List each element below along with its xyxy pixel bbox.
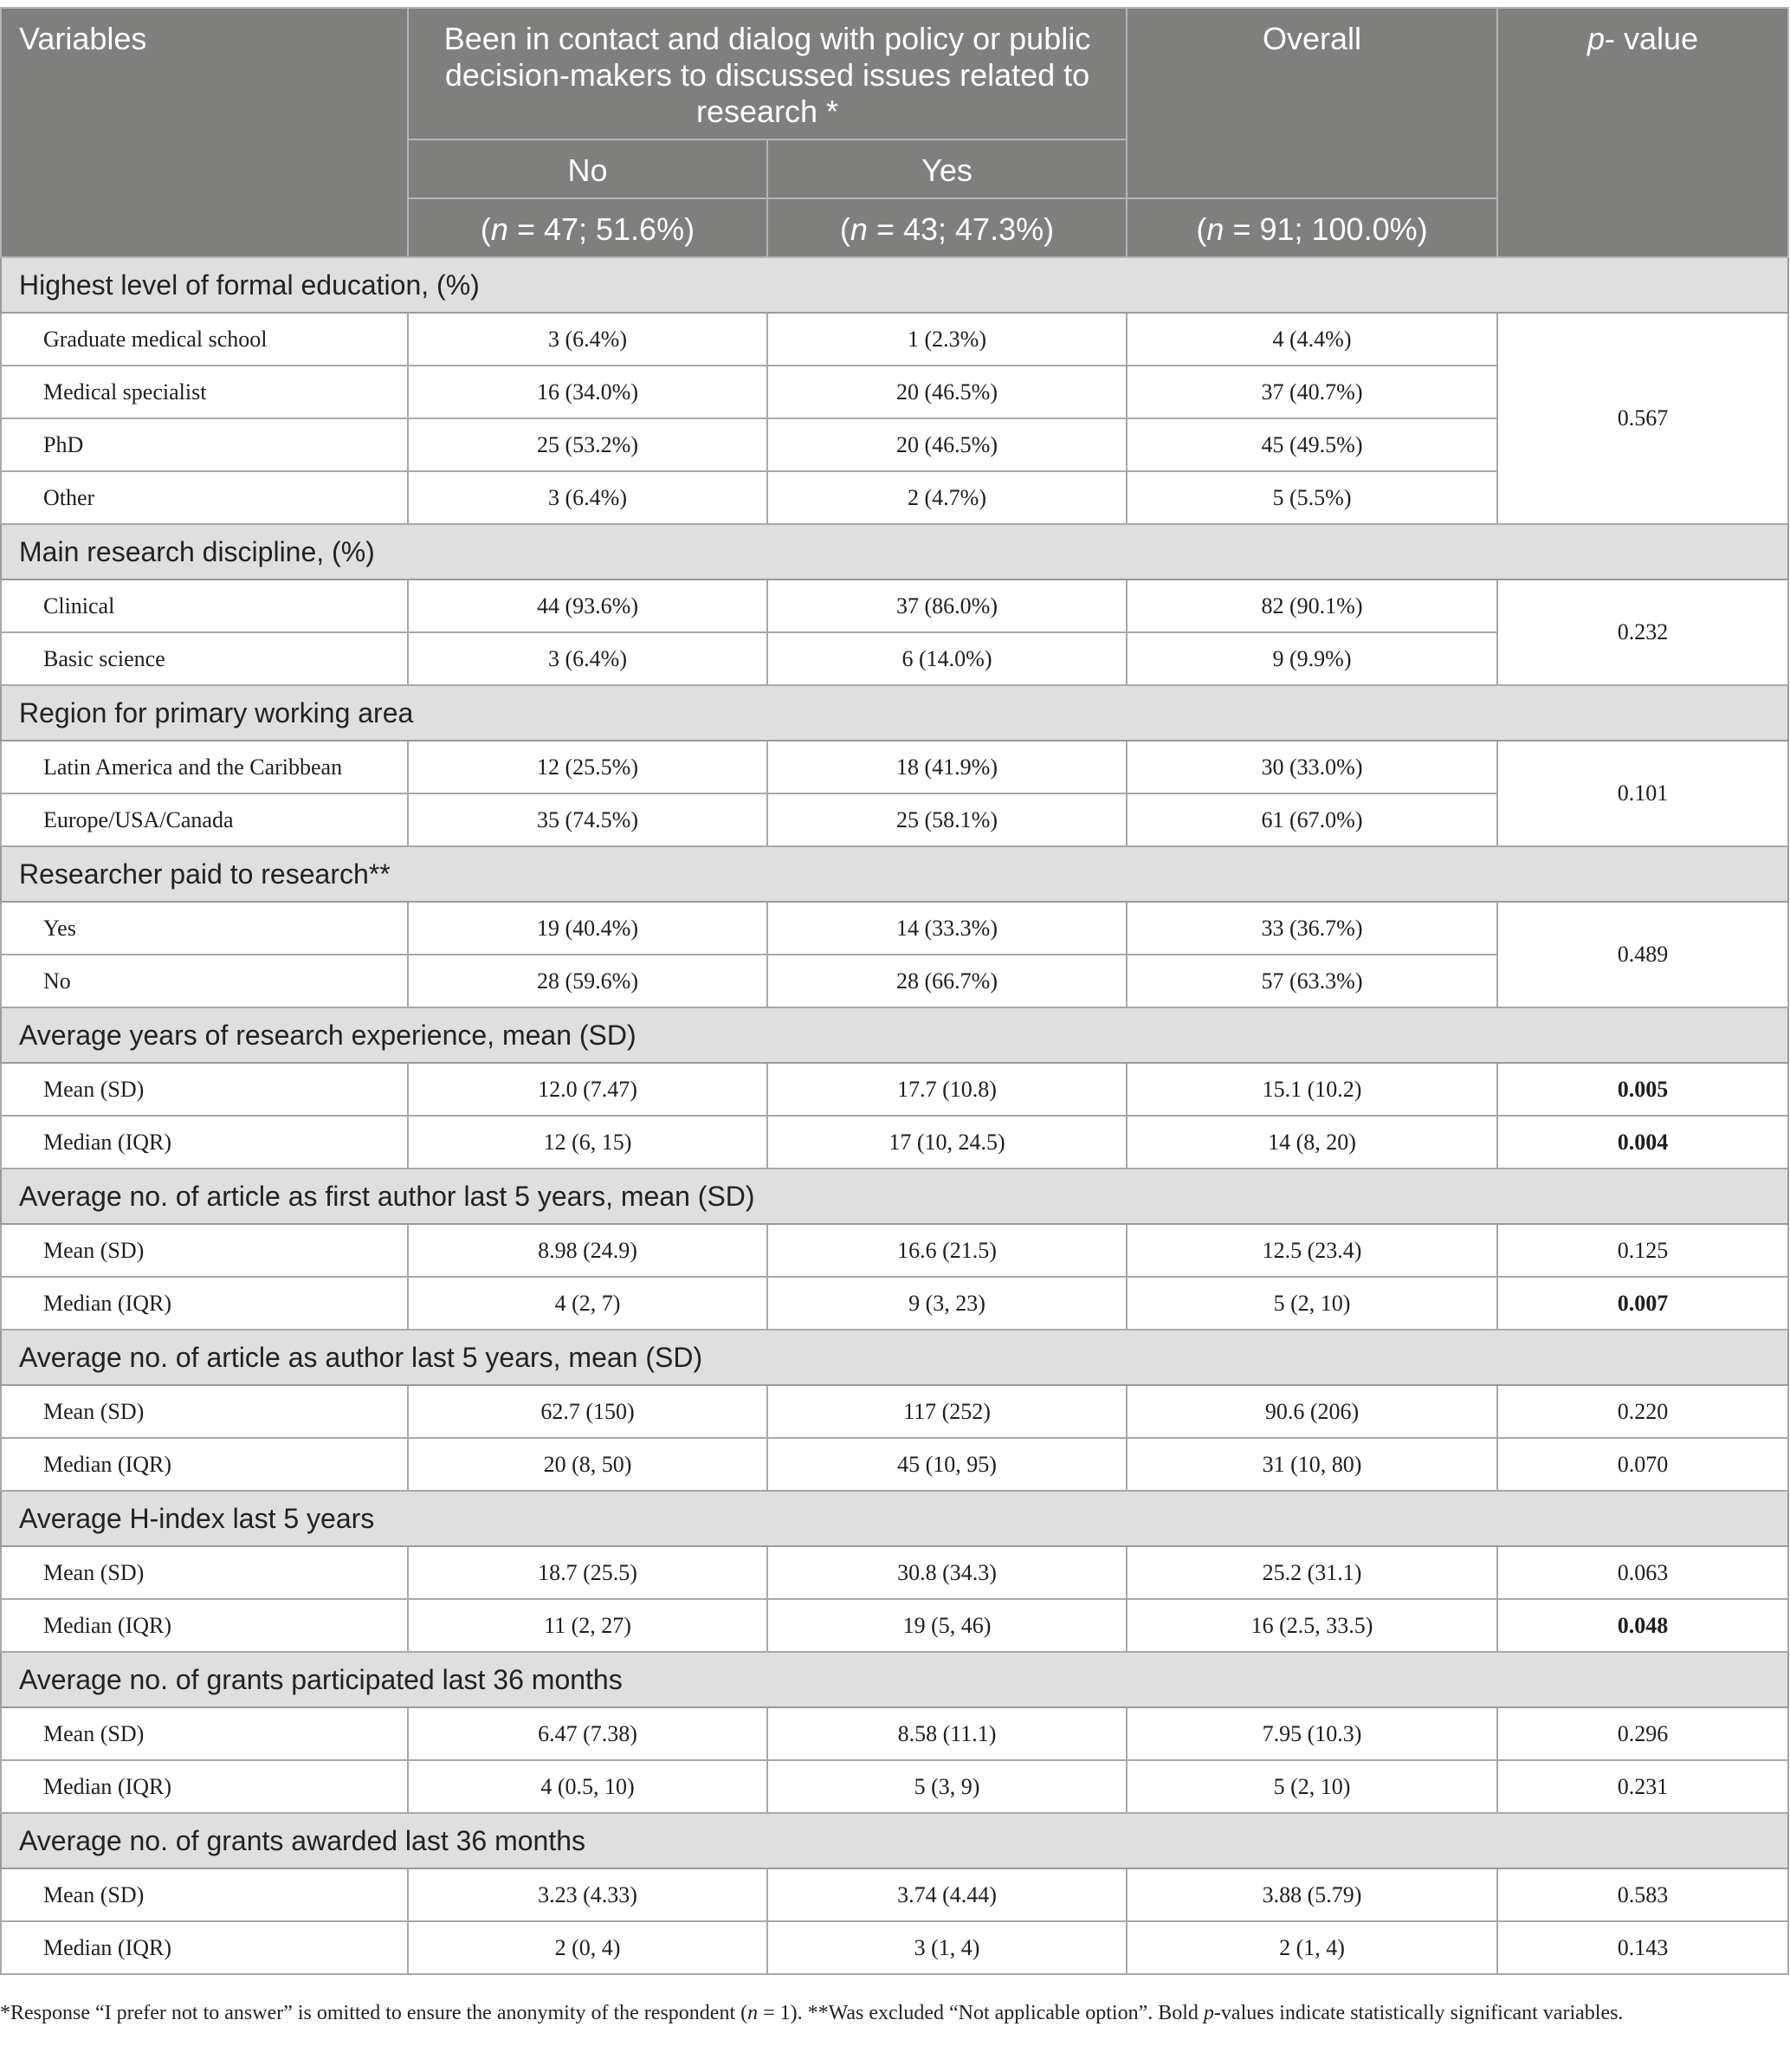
cell-yes: 18 (41.9%) <box>767 741 1127 793</box>
cell-no: 2 (0, 4) <box>408 1921 767 1974</box>
row-label: Median (IQR) <box>1 1277 408 1330</box>
cell-yes: 16.6 (21.5) <box>767 1224 1127 1277</box>
table-row <box>1 580 1788 632</box>
n-italic: n <box>490 211 508 247</box>
table-row <box>1 1385 1788 1438</box>
section-title: Average H-index last 5 years <box>1 1491 1788 1546</box>
cell-overall: 16 (2.5, 33.5) <box>1127 1599 1497 1652</box>
footnote-p: p <box>1203 2002 1214 2024</box>
header-yes: Yes <box>767 139 1127 198</box>
paren-open: ( <box>480 211 491 247</box>
cell-overall: 37 (40.7%) <box>1127 366 1497 418</box>
section-title: Average no. of grants participated last 36 months <box>1 1652 1788 1707</box>
cell-no: 3 (6.4%) <box>408 313 767 366</box>
cell-no: 4 (0.5, 10) <box>408 1760 767 1813</box>
cell-p-value: 0.048 <box>1497 1599 1788 1652</box>
table-row <box>1 1116 1788 1169</box>
row-label: Median (IQR) <box>1 1921 408 1974</box>
cell-p-value: 0.583 <box>1497 1868 1788 1921</box>
section-row <box>1 846 1788 902</box>
cell-overall: 31 (10, 80) <box>1127 1438 1497 1491</box>
cell-overall: 9 (9.9%) <box>1127 632 1497 685</box>
cell-no: 28 (59.6%) <box>408 955 767 1007</box>
no-n-value: = 47; 51.6%) <box>507 211 695 247</box>
cell-p-value: 0.063 <box>1497 1546 1788 1599</box>
cell-yes: 8.58 (11.1) <box>767 1707 1127 1760</box>
cell-yes: 37 (86.0%) <box>767 580 1127 632</box>
cell-overall: 3.88 (5.79) <box>1127 1868 1497 1921</box>
cell-p-value: 0.004 <box>1497 1116 1788 1169</box>
cell-p-value: 0.567 <box>1497 313 1788 524</box>
cell-overall: 7.95 (10.3) <box>1127 1707 1497 1760</box>
cell-yes: 20 (46.5%) <box>767 366 1127 418</box>
header-no-n <box>408 198 767 257</box>
cell-p-value: 0.232 <box>1497 580 1788 685</box>
row-label: Mean (SD) <box>1 1707 408 1760</box>
table-row <box>1 1921 1788 1974</box>
cell-p-value: 0.007 <box>1497 1277 1788 1330</box>
footnote-n: n <box>747 2002 759 2024</box>
cell-overall: 45 (49.5%) <box>1127 418 1497 471</box>
cell-overall: 5 (5.5%) <box>1127 471 1497 524</box>
table-header <box>1 8 1788 257</box>
row-label: Median (IQR) <box>1 1599 408 1652</box>
header-no: No <box>408 139 767 198</box>
section-row <box>1 1491 1788 1546</box>
cell-no: 3 (6.4%) <box>408 632 767 685</box>
cell-yes: 117 (252) <box>767 1385 1127 1438</box>
section-row <box>1 524 1788 580</box>
section-title: Region for primary working area <box>1 685 1788 741</box>
cell-yes: 9 (3, 23) <box>767 1277 1127 1330</box>
cell-overall: 90.6 (206) <box>1127 1385 1497 1438</box>
header-yes-n <box>767 198 1127 257</box>
section-row <box>1 257 1788 313</box>
yes-n-value: = 43; 47.3%) <box>867 211 1055 247</box>
section-title: Average no. of article as first author last 5 years, mean (SD) <box>1 1169 1788 1224</box>
footnote-part3: -values indicate statistically significant variables. <box>1213 2002 1624 2024</box>
cell-no: 18.7 (25.5) <box>408 1546 767 1599</box>
section-title: Average no. of grants awarded last 36 months <box>1 1813 1788 1868</box>
cell-overall: 57 (63.3%) <box>1127 955 1497 1007</box>
header-overall: Overall <box>1127 8 1497 198</box>
section-title: Average years of research experience, mean (SD) <box>1 1007 1788 1063</box>
cell-overall: 5 (2, 10) <box>1127 1277 1497 1330</box>
footnote-part1: *Response “I prefer not to answer” is omitted to ensure the anonymity of the respondent ( <box>0 2002 748 2024</box>
table-row <box>1 1760 1788 1813</box>
section-row <box>1 1007 1788 1063</box>
table-row <box>1 1868 1788 1921</box>
cell-no: 3 (6.4%) <box>408 471 767 524</box>
cell-p-value: 0.231 <box>1497 1760 1788 1813</box>
cell-p-value: 0.125 <box>1497 1224 1788 1277</box>
cell-yes: 30.8 (34.3) <box>767 1546 1127 1599</box>
cell-overall: 15.1 (10.2) <box>1127 1063 1497 1116</box>
cell-p-value: 0.101 <box>1497 741 1788 846</box>
cell-yes: 3.74 (4.44) <box>767 1868 1127 1921</box>
header-p-italic: p <box>1586 21 1605 56</box>
row-label: Basic science <box>1 632 408 685</box>
cell-no: 12.0 (7.47) <box>408 1063 767 1116</box>
cell-overall: 12.5 (23.4) <box>1127 1224 1497 1277</box>
row-label: Yes <box>1 902 408 955</box>
footnote-part2: = 1). **Was excluded “Not applicable option”. Bold <box>758 2002 1204 2024</box>
cell-no: 11 (2, 27) <box>408 1599 767 1652</box>
cell-yes: 25 (58.1%) <box>767 793 1127 846</box>
header-group-title: Been in contact and dialog with policy or public decision-makers to discussed issues related to research * <box>408 8 1127 139</box>
cell-yes: 14 (33.3%) <box>767 902 1127 955</box>
section-title: Highest level of formal education, (%) <box>1 257 1788 313</box>
cell-no: 20 (8, 50) <box>408 1438 767 1491</box>
table-row <box>1 1707 1788 1760</box>
cell-p-value: 0.489 <box>1497 902 1788 1007</box>
cell-no: 12 (6, 15) <box>408 1116 767 1169</box>
cell-p-value: 0.005 <box>1497 1063 1788 1116</box>
cell-no: 12 (25.5%) <box>408 741 767 793</box>
cell-yes: 20 (46.5%) <box>767 418 1127 471</box>
paren-open: ( <box>1196 211 1207 247</box>
cell-overall: 4 (4.4%) <box>1127 313 1497 366</box>
section-title: Average no. of article as author last 5 years, mean (SD) <box>1 1330 1788 1385</box>
cell-p-value: 0.143 <box>1497 1921 1788 1974</box>
section-row <box>1 1169 1788 1224</box>
section-row <box>1 1330 1788 1385</box>
header-variables: Variables <box>1 8 408 257</box>
table-container <box>0 7 1790 1975</box>
row-label: No <box>1 955 408 1007</box>
row-label: Median (IQR) <box>1 1438 408 1491</box>
row-label: Latin America and the Caribbean <box>1 741 408 793</box>
cell-yes: 6 (14.0%) <box>767 632 1127 685</box>
table-row <box>1 902 1788 955</box>
row-label: Median (IQR) <box>1 1760 408 1813</box>
row-label: Mean (SD) <box>1 1868 408 1921</box>
paren-open: ( <box>839 211 850 247</box>
cell-no: 19 (40.4%) <box>408 902 767 955</box>
cell-yes: 45 (10, 95) <box>767 1438 1127 1491</box>
row-label: Medical specialist <box>1 366 408 418</box>
cell-no: 6.47 (7.38) <box>408 1707 767 1760</box>
cell-overall: 82 (90.1%) <box>1127 580 1497 632</box>
row-label: Other <box>1 471 408 524</box>
row-label: Median (IQR) <box>1 1116 408 1169</box>
results-table <box>0 7 1789 1975</box>
header-p-value <box>1497 8 1788 257</box>
section-row <box>1 1813 1788 1868</box>
table-row <box>1 1438 1788 1491</box>
cell-overall: 61 (67.0%) <box>1127 793 1497 846</box>
section-row <box>1 685 1788 741</box>
row-label: Mean (SD) <box>1 1546 408 1599</box>
cell-overall: 5 (2, 10) <box>1127 1760 1497 1813</box>
row-label: Mean (SD) <box>1 1063 408 1116</box>
cell-overall: 33 (36.7%) <box>1127 902 1497 955</box>
table-row <box>1 741 1788 793</box>
table-row <box>1 1599 1788 1652</box>
cell-overall: 25.2 (31.1) <box>1127 1546 1497 1599</box>
cell-no: 44 (93.6%) <box>408 580 767 632</box>
table-row <box>1 1277 1788 1330</box>
row-label: Clinical <box>1 580 408 632</box>
cell-no: 8.98 (24.9) <box>408 1224 767 1277</box>
row-label: PhD <box>1 418 408 471</box>
cell-yes: 19 (5, 46) <box>767 1599 1127 1652</box>
header-p-rest: - value <box>1605 21 1699 56</box>
cell-p-value: 0.070 <box>1497 1438 1788 1491</box>
table-row <box>1 313 1788 366</box>
footnote <box>0 1998 1732 2029</box>
cell-yes: 17.7 (10.8) <box>767 1063 1127 1116</box>
cell-yes: 17 (10, 24.5) <box>767 1116 1127 1169</box>
overall-n-value: = 91; 100.0%) <box>1224 211 1428 247</box>
cell-no: 25 (53.2%) <box>408 418 767 471</box>
row-label: Europe/USA/Canada <box>1 793 408 846</box>
cell-yes: 2 (4.7%) <box>767 471 1127 524</box>
cell-no: 3.23 (4.33) <box>408 1868 767 1921</box>
cell-yes: 3 (1, 4) <box>767 1921 1127 1974</box>
cell-p-value: 0.296 <box>1497 1707 1788 1760</box>
row-label: Mean (SD) <box>1 1224 408 1277</box>
n-italic: n <box>1206 211 1225 247</box>
table-row <box>1 1063 1788 1116</box>
cell-no: 62.7 (150) <box>408 1385 767 1438</box>
section-title: Main research discipline, (%) <box>1 524 1788 580</box>
cell-yes: 5 (3, 9) <box>767 1760 1127 1813</box>
cell-yes: 28 (66.7%) <box>767 955 1127 1007</box>
cell-yes: 1 (2.3%) <box>767 313 1127 366</box>
table-body <box>1 257 1788 1974</box>
table-row <box>1 1224 1788 1277</box>
cell-no: 35 (74.5%) <box>408 793 767 846</box>
cell-overall: 30 (33.0%) <box>1127 741 1497 793</box>
n-italic: n <box>850 211 868 247</box>
section-title: Researcher paid to research** <box>1 846 1788 902</box>
cell-overall: 14 (8, 20) <box>1127 1116 1497 1169</box>
row-label: Mean (SD) <box>1 1385 408 1438</box>
cell-no: 4 (2, 7) <box>408 1277 767 1330</box>
cell-p-value: 0.220 <box>1497 1385 1788 1438</box>
table-row <box>1 1546 1788 1599</box>
header-overall-n <box>1127 198 1497 257</box>
row-label: Graduate medical school <box>1 313 408 366</box>
section-row <box>1 1652 1788 1707</box>
cell-no: 16 (34.0%) <box>408 366 767 418</box>
cell-overall: 2 (1, 4) <box>1127 1921 1497 1974</box>
